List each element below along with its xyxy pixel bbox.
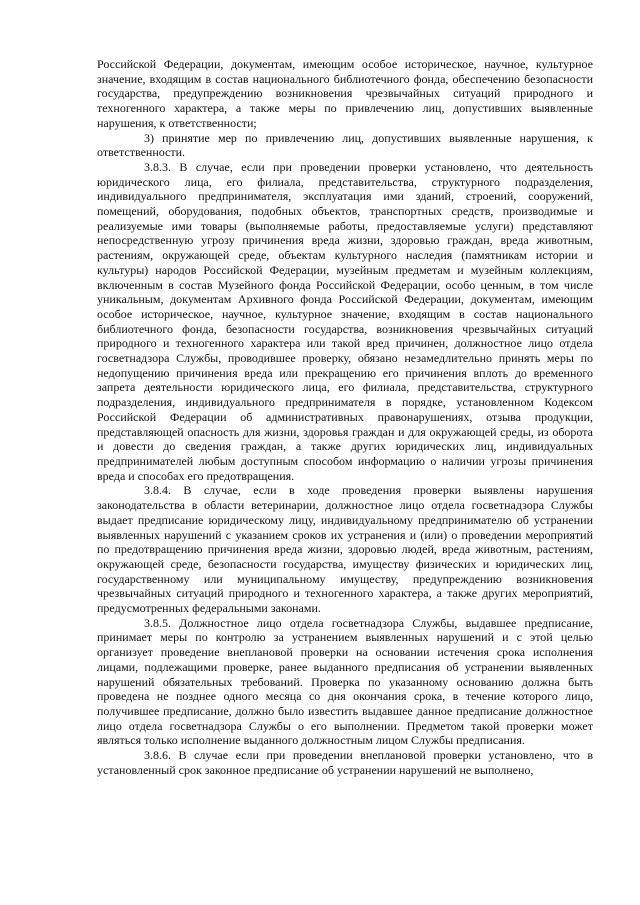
paragraph-3-8-3: 3.8.3. В случае, если при проведении проверки установлено, что деятельность юридического лица, его филиала, представительства, структурного подразделения, индивидуального предпринимателя, эксплуатация ими зданий, строений, сооружений, помещений, оборудования, подобных объектов, транспортных средств, производимые и реализуемые ими товары (выполняемые работы, предоставляемые услуги) представляют непосредственную угрозу причинения вреда жизни, здоровью граждан, вреда животным, растениям, окружающей среде, объектам культурного наследия (памятникам истории и культуры) народов Российской Федерации, музейным предметам и музейным коллекциям, включенным в состав Музейного фонда Российской Федерации, особо ценным, в том числе уникальным, документам Архивного фонда Российской Федерации, документам, имеющим особое историческое, научное, культурное значение, входящим в состав национального библиотечного фонда, безопасности государства, возникновения чрезвычайных ситуаций природного и техногенного характера или такой вред причинен, должностное лицо отдела госветнадзора Службы, проводившее проверку, обязано незамедлительно принять меры по недопущению причинения вреда или прекращению его причинения вплоть до временного запрета деятельности юридического лица, его филиала, представительства, структурного подразделения, индивидуального предпринимателя в порядке, установленном Кодексом Российской Федерации об административных правонарушениях, отзыва продукции, представляющей опасность для жизни, здоровья граждан и для окружающей среды, из оборота и довести до сведения граждан, а также других юридических лиц, индивидуальных предпринимателей любым доступным способом информацию о наличии угрозы причинения вреда и способах его предотвращения.: [97, 159, 593, 483]
paragraph-continuation: Российской Федерации, документам, имеющим особое историческое, научное, культурное значение, входящим в состав национального библиотечного фонда, обеспечению безопасности государства, предупреждению возникновения чрезвычайных ситуаций природного и техногенного характера, а также меры по привлечению лиц, допустивших выявленные нарушения, к ответственности;: [97, 57, 593, 130]
paragraph-item-3: 3) принятие мер по привлечению лиц, допустивших выявленные нарушения, к ответственности.: [97, 130, 593, 160]
paragraph-3-8-5: 3.8.5. Должностное лицо отдела госветнадзора Службы, выдавшее предписание, принимает меры по контролю за устранением выявленных нарушений и с этой целью организует проведение внеплановой проверки на основании истечения срока исполнения лицами, подлежащими проверке, ранее выданного предписания об устранении выявленных нарушений обязательных требований. Проверка по указанному основанию должна быть проведена не позднее одного месяца со дня окончания срока, в течение которого лицо, получившее предписание, должно было известить выдавшее данное предписание должностное лицо отдела госветнадзора Службы о его выполнении. Предметом такой проверки может являться только исполнение выданного должностным лицом Службы предписания.: [97, 615, 593, 748]
paragraph-3-8-4: 3.8.4. В случае, если в ходе проведения проверки выявлены нарушения законодательства в области ветеринарии, должностное лицо отдела госветнадзора Службы выдает предписание юридическому лицу, индивидуальному предпринимателю об устранении выявленных нарушений с указанием сроков их устранения и (или) о проведении мероприятий по предотвращению причинения вреда жизни, здоровью людей, вреда животным, растениям, окружающей среде, безопасности государства, имуществу физических и юридических лиц, государственному или муниципальному имуществу, предупреждению возникновения чрезвычайных ситуаций природного и техногенного характера, а также других мероприятий, предусмотренных федеральными законами.: [97, 483, 593, 616]
paragraph-3-8-6: 3.8.6. В случае если при проведении внеплановой проверки установлено, что в установленный срок законное предписание об устранении нарушений не выполнено,: [97, 748, 593, 777]
document-page: [97, 57, 593, 777]
